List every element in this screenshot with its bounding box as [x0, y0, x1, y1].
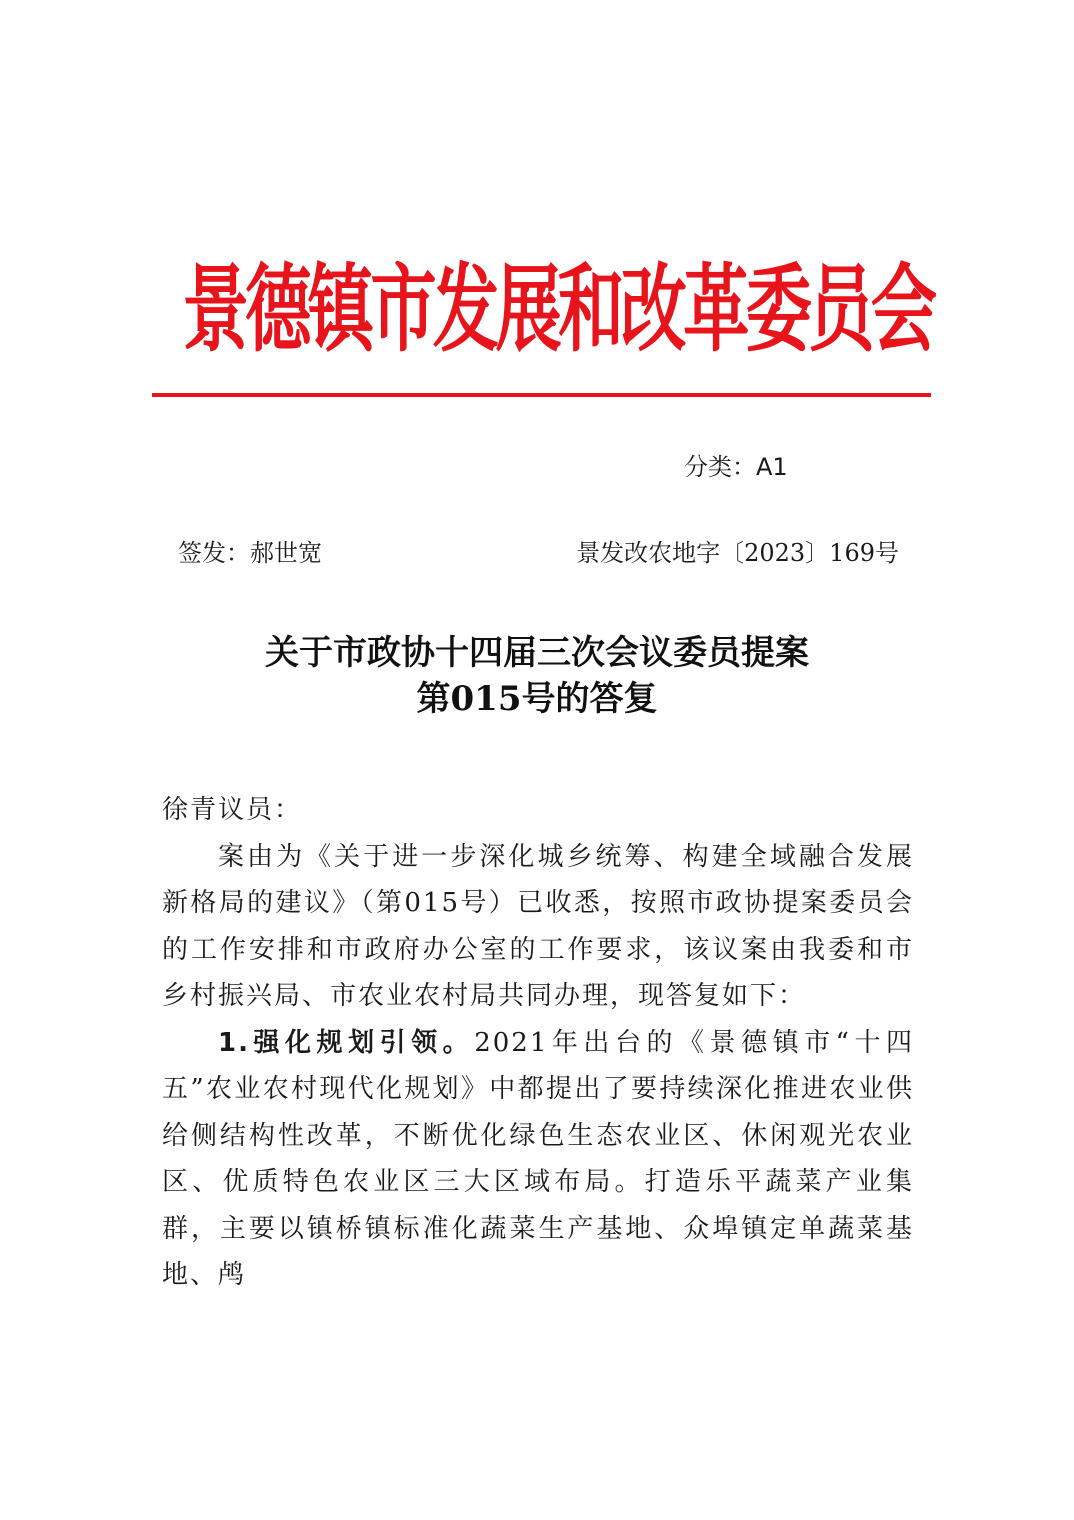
- paragraph-point-1: [162, 1020, 914, 1299]
- classification-label: 分类：A1: [684, 453, 788, 481]
- document-body: [162, 787, 914, 1299]
- salutation: 徐青议员：: [162, 795, 303, 825]
- document-title-line-2: 第015号的答复: [416, 679, 658, 719]
- signer-label: 签发：郝世宽: [178, 539, 322, 567]
- letterhead-red-rule: [152, 393, 931, 397]
- document-title: [0, 630, 1074, 722]
- letterhead-text: 景德镇市发展和改革委员会: [182, 253, 934, 365]
- document-number: 景发改农地字〔2023〕169号: [576, 539, 899, 567]
- paragraph-case-summary: 案由为《关于进一步深化城乡统筹、构建全域融合发展新格局的建议》（第015号）已收悉，按照市政协提案委员会的工作安排和市政府办公室的工作要求，该议案由我委和市乡村振兴局、市农业农村局共同办理，现答复如下：: [162, 841, 914, 1011]
- point-1-heading: 1.强化规划引领。: [218, 1027, 475, 1058]
- document-title-line-1: 关于市政协十四届三次会议委员提案: [265, 633, 809, 673]
- letterhead-org-name: [150, 252, 934, 367]
- point-1-text: 2021年出台的《景德镇市“十四五”农业农村现代化规划》中都提出了要持续深化推进农业供给侧结构性改革，不断优化绿色生态农业区、休闲观光农业区、优质特色农业区三大区域布局。打造乐平蔬菜产业集群，主要以镇桥镇标准化蔬菜生产基地、众埠镇定单蔬菜基地、鸬: [162, 1027, 915, 1290]
